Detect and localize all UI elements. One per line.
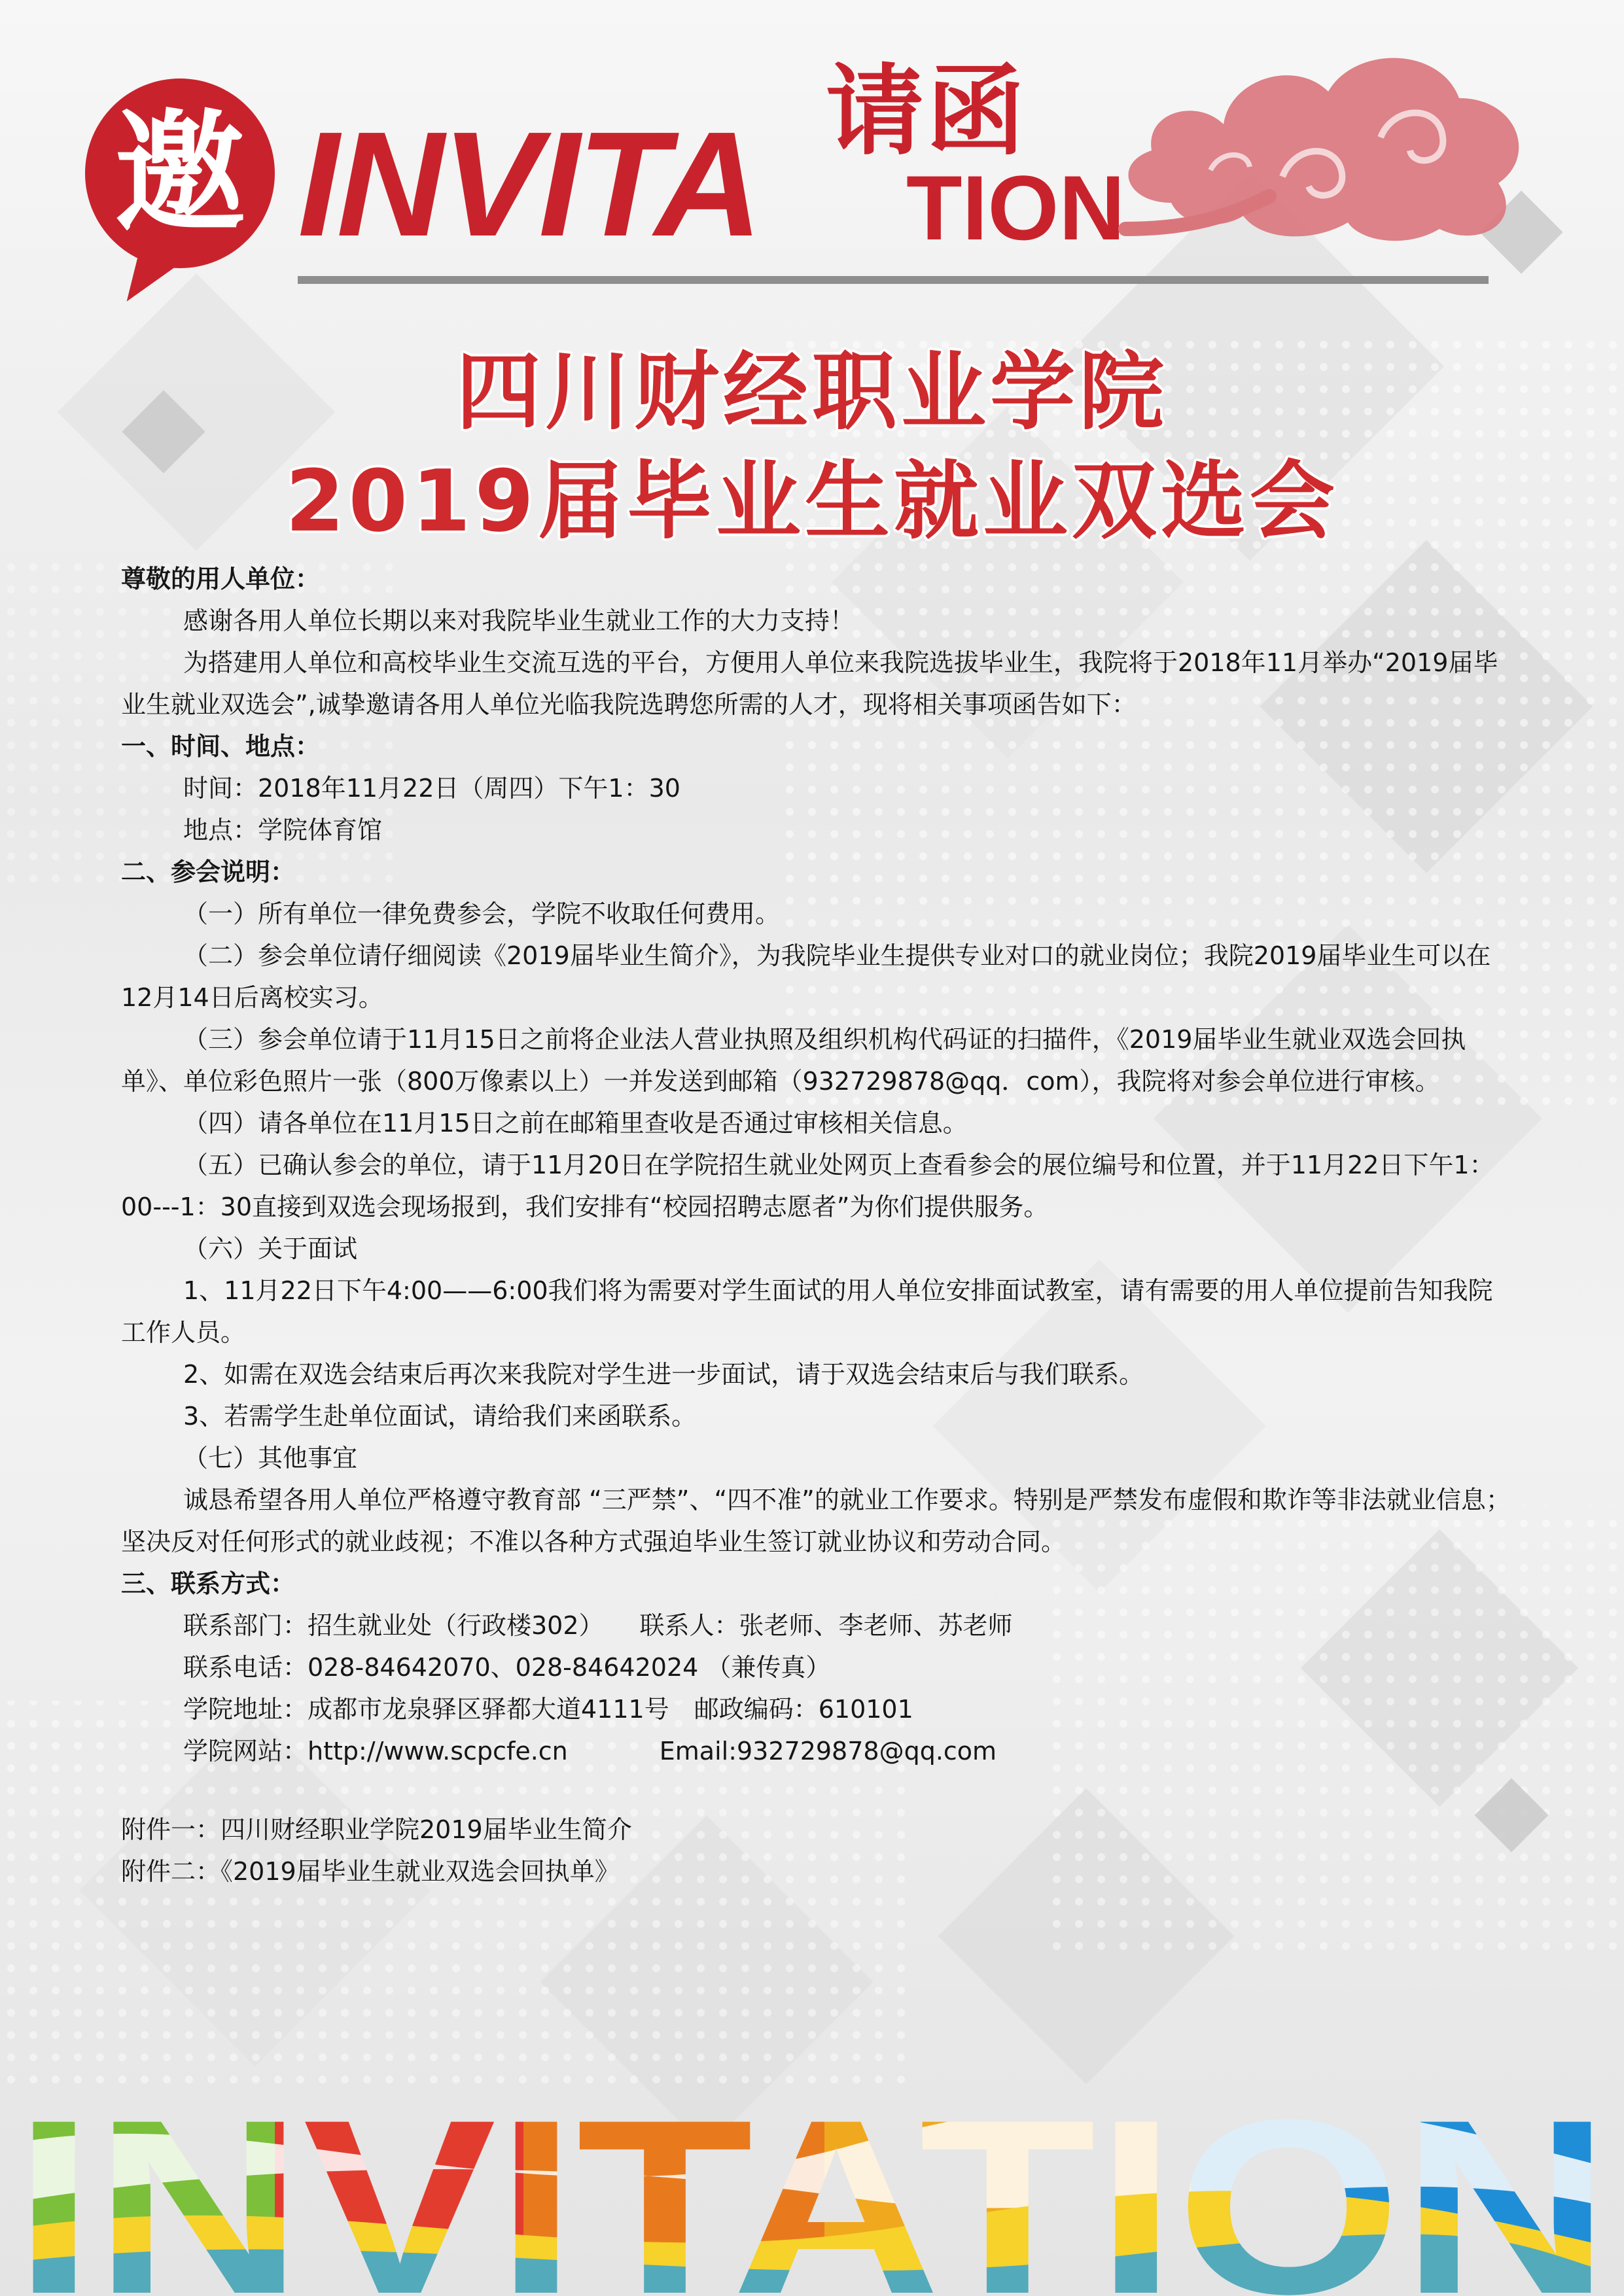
auspicious-cloud-icon xyxy=(1099,33,1538,255)
section-time-place-heading: 一、时间、地点： xyxy=(121,732,321,761)
section-contact-heading: 三、联系方式： xyxy=(121,1569,296,1598)
note-6-item-1: 1、11月22日下午4:00——6:00我们将为需要对学生面试的用人单位安排面试教室，请有需要的用人单位提前告知我院工作人员。 xyxy=(121,1276,1493,1347)
logo-invita-text: INVITA xyxy=(298,101,760,268)
contact-email[interactable]: Email:932729878@qq.com xyxy=(659,1737,997,1765)
note-6-item-2: 2、如需在双选会结束后再次来我院对学生进一步面试，请于双选会结束后与我们联系。 xyxy=(183,1360,1144,1389)
note-3: （三）参会单位请于11月15日之前将企业法人营业执照及组织机构代码证的扫描件，《2019届毕业生就业双选会回执单》、单位彩色照片一张（800万像素以上）一并发送到邮箱（932729878@qq．com），我院将对参会单位进行审核。 xyxy=(121,1025,1466,1096)
note-4: （四）请各单位在11月15日之前在邮箱里查收是否通过审核相关信息。 xyxy=(183,1109,968,1138)
contact-line-4 xyxy=(121,1730,1515,1772)
note-5: （五）已确认参会的单位，请于11月20日在学院招生就业处网页上查看参会的展位编号和位置，并于11月22日下午1：00---1：30直接到双选会现场报到，我们安排有“校园招聘志愿者”为你们提供服务。 xyxy=(121,1151,1494,1221)
badge-character: 邀 xyxy=(114,96,245,250)
contact-website[interactable]: 学院网站：http://www.scpcfe.cn xyxy=(183,1737,568,1765)
letter-body xyxy=(121,558,1515,1892)
contact-line-1 xyxy=(121,1605,1515,1646)
contact-address: 学院地址：成都市龙泉驿区驿都大道4111号 xyxy=(183,1695,669,1724)
title-event: 2019届毕业生就业双选会 xyxy=(285,451,1339,551)
paragraph-thanks: 感谢各用人单位长期以来对我院毕业生就业工作的大力支持！ xyxy=(183,606,855,635)
note-6-item-3: 3、若需学生赴单位面试，请给我们来函联系。 xyxy=(183,1402,697,1431)
bottom-invitation-word xyxy=(0,2067,1624,2296)
attachment-2: 附件二：《2019届毕业生就业双选会回执单》 xyxy=(121,1857,620,1886)
title-institution: 四川财经职业学院 xyxy=(455,342,1168,442)
note-7-text: 诚恳希望各用人单位严格遵守教育部 “三严禁”、“四不准”的就业工作要求。特别是严禁发布虚假和欺诈等非法就业信息；坚决反对任何形式的就业歧视；不准以各种方式强迫毕业生签订就业协议和劳动合同。 xyxy=(121,1486,1511,1556)
attachment-1: 附件一：四川财经职业学院2019届毕业生简介 xyxy=(121,1815,632,1844)
section-notes-heading: 二、参会说明： xyxy=(121,858,296,886)
invitation-header xyxy=(0,0,1624,327)
note-2: （二）参会单位请仔细阅读《2019届毕业生简介》，为我院毕业生提供专业对口的就业岗位；我院2019届毕业生可以在12月14日后离校实习。 xyxy=(121,941,1491,1012)
contact-person: 联系人：张老师、李老师、苏老师 xyxy=(639,1611,1013,1640)
logo-tion-text: TION xyxy=(906,156,1125,259)
logo-qinghan-text: 请函 xyxy=(826,54,1028,169)
invitation-badge xyxy=(85,78,275,268)
paragraph-intro: 为搭建用人单位和高校毕业生交流互选的平台，方便用人单位来我院选拔毕业生，我院将于2018年11月举办“2019届毕业生就业双选会”,诚挚邀请各用人单位光临我院选聘您所需的人才，现将相关事项函告如下： xyxy=(121,648,1498,719)
spacer xyxy=(121,1772,1515,1809)
note-7-heading: （七）其他事宜 xyxy=(183,1444,358,1472)
contact-postcode: 邮政编码：610101 xyxy=(694,1695,913,1724)
salutation: 尊敬的用人单位： xyxy=(121,565,321,593)
event-time: 时间：2018年11月22日（周四）下午1：30 xyxy=(183,774,680,803)
note-1: （一）所有单位一律免费参会，学院不收取任何费用。 xyxy=(183,899,781,928)
header-divider xyxy=(298,276,1489,284)
note-6-heading: （六）关于面试 xyxy=(183,1234,358,1263)
contact-line-3 xyxy=(121,1688,1515,1730)
event-place: 地点：学院体育馆 xyxy=(183,816,383,844)
contact-department: 联系部门：招生就业处（行政楼302） xyxy=(183,1611,604,1640)
contact-phone: 联系电话：028-84642070、028-84642024 （兼传真） xyxy=(183,1653,831,1682)
